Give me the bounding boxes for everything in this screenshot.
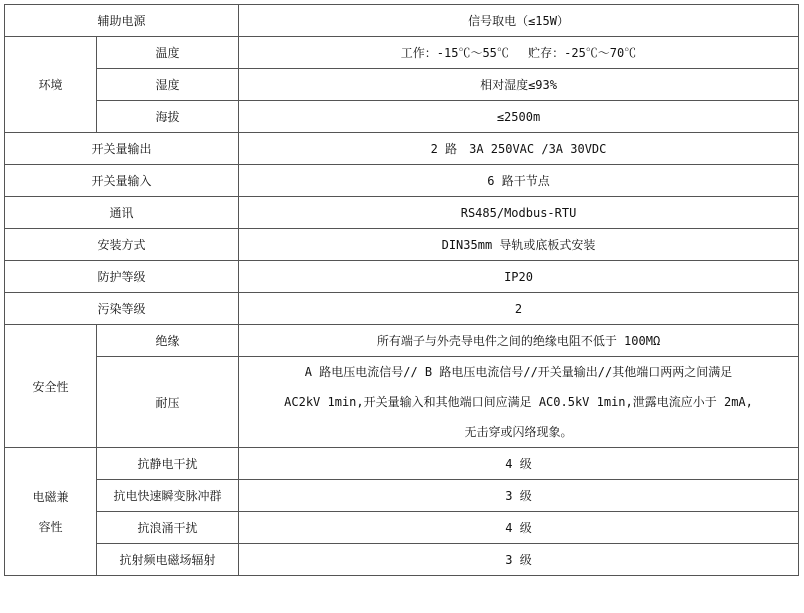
switch-output-label: 开关量输出 bbox=[5, 133, 239, 165]
surge-value: 4 级 bbox=[239, 512, 799, 544]
rf-value: 3 级 bbox=[239, 544, 799, 576]
table-row bbox=[5, 480, 799, 512]
withstand-line-2: AC2kV 1min,开关量输入和其他端口间应满足 AC0.5kV 1min,泄露电流应小于 2mA, bbox=[284, 395, 753, 409]
humidity-value: 相对湿度≤93% bbox=[239, 69, 799, 101]
altitude-value: ≤2500m bbox=[239, 101, 799, 133]
table-row bbox=[5, 165, 799, 197]
table-row bbox=[5, 325, 799, 357]
table-row bbox=[5, 229, 799, 261]
esd-value: 4 级 bbox=[239, 448, 799, 480]
installation-value: DIN35mm 导轨或底板式安装 bbox=[239, 229, 799, 261]
esd-label: 抗静电干扰 bbox=[97, 448, 239, 480]
eft-value: 3 级 bbox=[239, 480, 799, 512]
withstand-line-1: A 路电压电流信号// B 路电压电流信号//开关量输出//其他端口两两之间满足 bbox=[304, 365, 733, 379]
emc-label-line-2: 容性 bbox=[38, 519, 63, 534]
emc-label-line-1: 电磁兼 bbox=[32, 489, 69, 504]
withstand-value bbox=[239, 357, 799, 448]
table-row bbox=[5, 293, 799, 325]
spec-sheet bbox=[4, 4, 799, 576]
insulation-label: 绝缘 bbox=[97, 325, 239, 357]
temperature-value: 工作：-15℃～55℃ 贮存：-25℃～70℃ bbox=[239, 37, 799, 69]
insulation-value: 所有端子与外壳导电件之间的绝缘电阻不低于 100MΩ bbox=[239, 325, 799, 357]
installation-label: 安装方式 bbox=[5, 229, 239, 261]
withstand-label: 耐压 bbox=[97, 357, 239, 448]
communication-label: 通讯 bbox=[5, 197, 239, 229]
spec-table bbox=[4, 4, 799, 576]
surge-label: 抗浪涌干扰 bbox=[97, 512, 239, 544]
table-row bbox=[5, 133, 799, 165]
altitude-label: 海拔 bbox=[97, 101, 239, 133]
switch-input-value: 6 路干节点 bbox=[239, 165, 799, 197]
table-row bbox=[5, 448, 799, 480]
table-row bbox=[5, 37, 799, 69]
pollution-label: 污染等级 bbox=[5, 293, 239, 325]
protection-value: IP20 bbox=[239, 261, 799, 293]
aux-power-label: 辅助电源 bbox=[5, 5, 239, 37]
aux-power-value: 信号取电（≤15W） bbox=[239, 5, 799, 37]
table-row bbox=[5, 197, 799, 229]
humidity-label: 湿度 bbox=[97, 69, 239, 101]
temperature-label: 温度 bbox=[97, 37, 239, 69]
emc-label bbox=[5, 448, 97, 576]
table-row bbox=[5, 261, 799, 293]
protection-label: 防护等级 bbox=[5, 261, 239, 293]
environment-label: 环境 bbox=[5, 37, 97, 133]
table-row bbox=[5, 544, 799, 576]
table-row bbox=[5, 101, 799, 133]
table-row bbox=[5, 357, 799, 448]
communication-value: RS485/Modbus-RTU bbox=[239, 197, 799, 229]
table-row bbox=[5, 69, 799, 101]
table-row bbox=[5, 5, 799, 37]
switch-input-label: 开关量输入 bbox=[5, 165, 239, 197]
rf-label: 抗射频电磁场辐射 bbox=[97, 544, 239, 576]
table-row bbox=[5, 512, 799, 544]
safety-label: 安全性 bbox=[5, 325, 97, 448]
pollution-value: 2 bbox=[239, 293, 799, 325]
withstand-line-3: 无击穿或闪络现象。 bbox=[464, 425, 573, 439]
eft-label: 抗电快速瞬变脉冲群 bbox=[97, 480, 239, 512]
switch-output-value: 2 路 3A 250VAC /3A 30VDC bbox=[239, 133, 799, 165]
